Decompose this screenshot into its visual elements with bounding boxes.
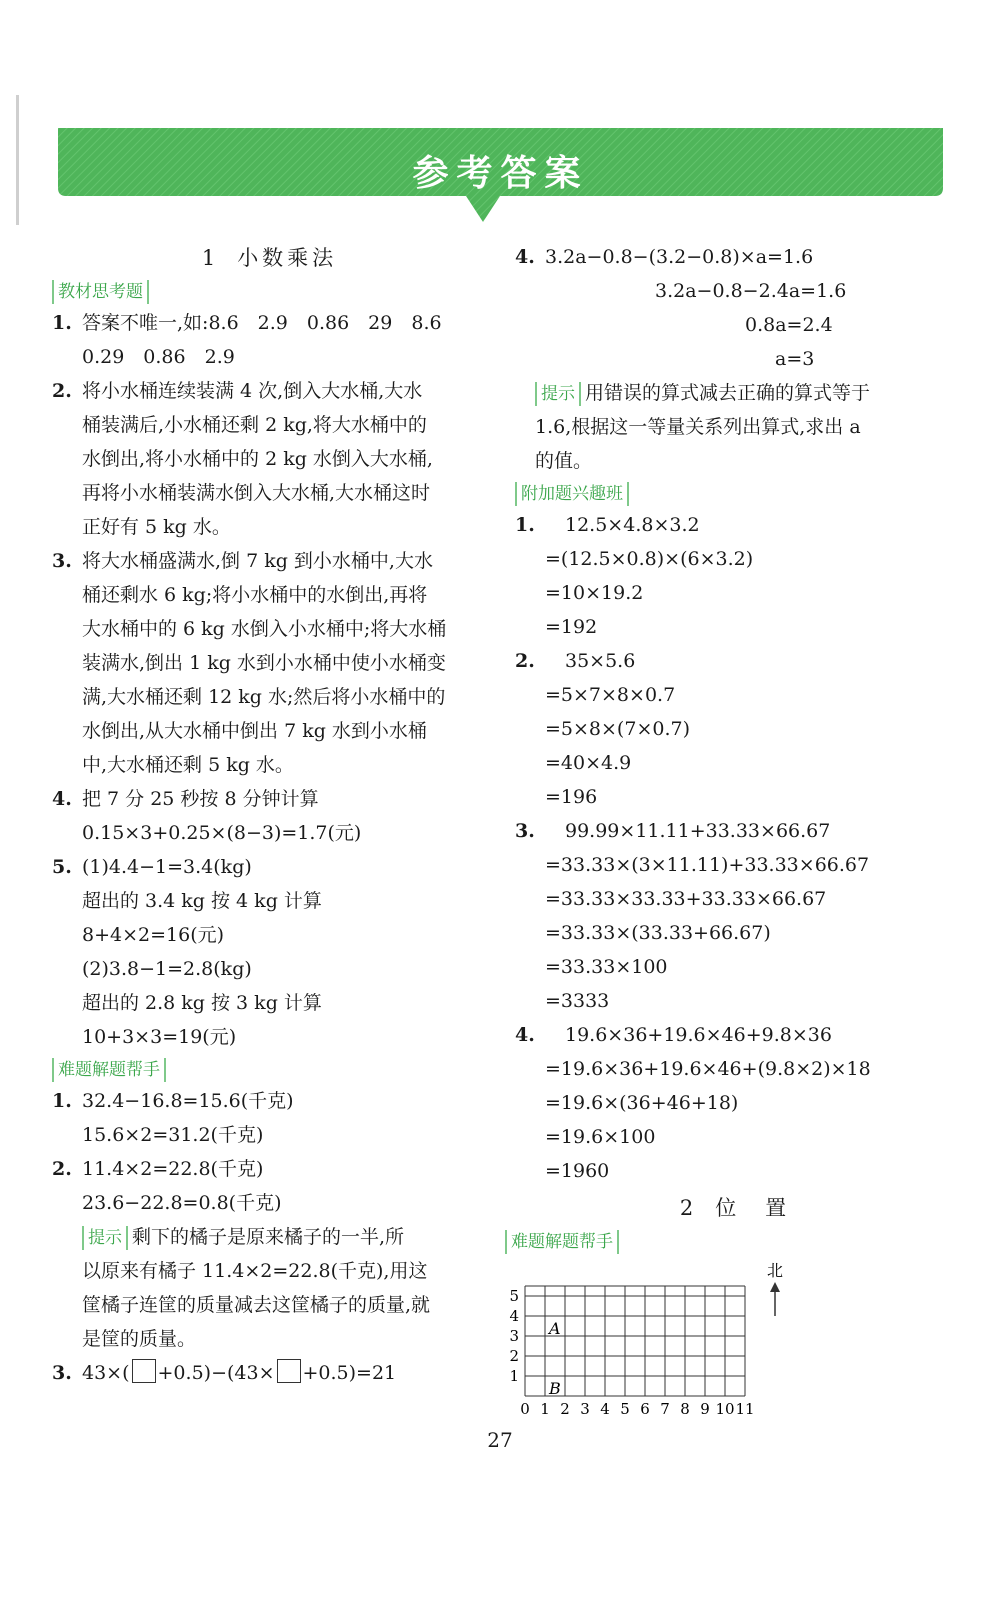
x-tick-label: 6 — [640, 1400, 650, 1418]
answer-line: 水倒出,从大水桶中倒出 7 kg 水到小水桶 — [82, 720, 427, 742]
list-item — [515, 1018, 955, 1188]
tag-hard-problems: 难题解题帮手 — [505, 1230, 619, 1254]
item-number: 4. — [52, 788, 72, 810]
item-number: 2. — [52, 380, 72, 402]
item-number: 2. — [515, 650, 535, 672]
list-item — [515, 508, 955, 644]
item-number: 2. — [52, 1158, 72, 1180]
answer-line: =(12.5×0.8)×(6×3.2) — [545, 548, 754, 570]
answer-line: =33.33×100 — [545, 956, 668, 978]
answer-line: =33.33×(3×11.11)+33.33×66.67 — [545, 854, 870, 876]
equation-line: 3.2a−0.8−2.4a=1.6 — [655, 280, 847, 302]
hint-block — [52, 1220, 487, 1356]
equation-line: a=3 — [775, 348, 815, 370]
list-item — [515, 814, 955, 1018]
list-item — [52, 1084, 487, 1152]
item-number: 4. — [515, 1024, 535, 1046]
banner-title: 参考答案 — [412, 153, 589, 194]
hint-line: 筐橘子连筐的质量减去这筐橘子的质量,就 — [82, 1294, 431, 1316]
item-number: 1. — [515, 514, 535, 536]
y-tick-label: 3 — [509, 1327, 519, 1345]
answer-line: 35×5.6 — [565, 650, 636, 672]
answer-line: 满,大水桶还剩 12 kg 水;然后将小水桶中的 — [82, 686, 446, 708]
x-tick-label: 10 — [715, 1400, 735, 1418]
section-name: 位 置 — [715, 1196, 791, 1220]
answer-line: =5×8×(7×0.7) — [545, 718, 690, 740]
list-item — [515, 240, 955, 376]
answer-line: 桶还剩水 6 kg;将小水桶中的水倒出,再将 — [82, 584, 428, 606]
tag-extra: 附加题兴趣班 — [515, 482, 629, 506]
north-arrow-icon — [770, 1282, 780, 1292]
answer-line: =1960 — [545, 1160, 610, 1182]
list-item — [52, 1356, 487, 1390]
hint-line: 的值。 — [535, 450, 593, 472]
answer-line: 19.6×36+19.6×46+9.8×36 — [565, 1024, 832, 1046]
list-item — [52, 374, 487, 544]
tag-textbook: 教材思考题 — [52, 280, 149, 304]
answer-line: 10+3×3=19(元) — [82, 1026, 237, 1048]
answer-line: =192 — [545, 616, 598, 638]
answer-line: 将小水桶连续装满 4 次,倒入大水桶,大水 — [82, 380, 423, 402]
items-textbook — [52, 306, 487, 1054]
answer-line: 12.5×4.8×3.2 — [565, 514, 700, 536]
item-number: 4. — [515, 246, 535, 268]
equation-line: 3.2a−0.8−(3.2−0.8)×a=1.6 — [545, 246, 814, 268]
item-number: 3. — [515, 820, 535, 842]
answer-line: 再将小水桶装满水倒入大水桶,大水桶这时 — [82, 482, 431, 504]
list-item — [515, 644, 955, 814]
x-tick-label: 2 — [560, 1400, 570, 1418]
section-title — [52, 240, 487, 276]
answer-line: 大水桶中的 6 kg 水倒入小水桶中;将大水桶 — [82, 618, 447, 640]
x-tick-label: 9 — [700, 1400, 710, 1418]
hint-first-line: 用错误的算式减去正确的算式等于 — [585, 382, 871, 404]
north-label: 北 — [766, 1261, 784, 1280]
answer-line: 15.6×2=31.2(千克) — [82, 1124, 264, 1146]
list-item — [52, 782, 487, 850]
answer-line: 99.99×11.11+33.33×66.67 — [565, 820, 831, 842]
x-tick-label: 5 — [620, 1400, 630, 1418]
section-title — [515, 1190, 955, 1226]
answer-line: 装满水,倒出 1 kg 水到小水桶中使小水桶变 — [82, 652, 446, 674]
list-item — [52, 1152, 487, 1220]
hint-tag: 提示 — [535, 382, 581, 406]
blank-box — [277, 1359, 301, 1383]
margin-rule — [16, 95, 19, 225]
y-tick-label: 2 — [509, 1347, 519, 1365]
answer-line: =3333 — [545, 990, 610, 1012]
page-number: 27 — [487, 1428, 513, 1452]
item-number: 1. — [52, 1090, 72, 1112]
answer-line: =33.33×33.33+33.33×66.67 — [545, 888, 827, 910]
left-column — [52, 240, 487, 1390]
answer-line: (2)3.8−1=2.8(kg) — [82, 958, 252, 980]
right-column — [509, 240, 955, 1426]
answer-line: =5×7×8×0.7 — [545, 684, 676, 706]
answer-banner — [58, 128, 943, 228]
answer-line: 正好有 5 kg 水。 — [82, 516, 231, 538]
answer-line: 32.4−16.8=15.6(千克) — [82, 1090, 294, 1112]
answer-line: 11.4×2=22.8(千克) — [82, 1158, 264, 1180]
y-tick-label: 5 — [509, 1287, 519, 1305]
hint-tag: 提示 — [82, 1226, 128, 1250]
answer-line: =19.6×36+19.6×46+(9.8×2)×18 — [545, 1058, 871, 1080]
list-item — [52, 544, 487, 782]
equation-part: +0.5)=21 — [302, 1362, 397, 1384]
list-item — [52, 850, 487, 1054]
x-tick-label: 11 — [735, 1400, 755, 1418]
answer-line: 超出的 3.4 kg 按 4 kg 计算 — [82, 890, 322, 912]
hint-line: 1.6,根据这一等量关系列出算式,求出 a — [535, 416, 861, 438]
section-name: 小数乘法 — [237, 246, 338, 270]
answer-line: =10×19.2 — [545, 582, 644, 604]
equation-part: +0.5)−(43× — [157, 1362, 275, 1384]
answer-line: 8+4×2=16(元) — [82, 924, 225, 946]
y-tick-label: 4 — [509, 1307, 519, 1325]
item-number: 5. — [52, 856, 72, 878]
x-tick-label: 8 — [680, 1400, 690, 1418]
answer-line: =196 — [545, 786, 598, 808]
blank-box — [132, 1359, 156, 1383]
answer-line: 23.6−22.8=0.8(千克) — [82, 1192, 282, 1214]
answer-line: 超出的 2.8 kg 按 3 kg 计算 — [82, 992, 322, 1014]
x-tick-label: 3 — [580, 1400, 590, 1418]
answer-line: (1)4.4−1=3.4(kg) — [82, 856, 252, 878]
hint-line: 是筐的质量。 — [82, 1328, 197, 1350]
hint-line: 以原来有橘子 11.4×2=22.8(千克),用这 — [82, 1260, 428, 1282]
point-a-label: A — [549, 1319, 561, 1338]
y-tick-label: 1 — [509, 1367, 519, 1385]
grid-figure — [509, 1256, 955, 1426]
answer-line: 答案不唯一,如:8.6 2.9 0.86 29 8.6 — [82, 312, 442, 334]
answer-line: 0.15×3+0.25×(8−3)=1.7(元) — [82, 822, 362, 844]
item-number: 3. — [52, 1362, 72, 1384]
equation-line: 0.8a=2.4 — [745, 314, 833, 336]
answer-line: 桶装满后,小水桶还剩 2 kg,将大水桶中的 — [82, 414, 427, 436]
list-item — [52, 306, 487, 374]
tag-hard-problems: 难题解题帮手 — [52, 1058, 166, 1082]
section-number: 2 — [679, 1196, 698, 1220]
hint-first-line: 剩下的橘子是原来橘子的一半,所 — [132, 1226, 405, 1248]
equation-part: 43×( — [82, 1362, 130, 1384]
item-number: 1. — [52, 312, 72, 334]
answer-line: =33.33×(33.33+66.67) — [545, 922, 771, 944]
position-grid — [509, 1256, 955, 1426]
x-tick-label: 0 — [520, 1400, 530, 1418]
answer-line: 0.29 0.86 2.9 — [82, 346, 235, 368]
x-tick-label: 1 — [540, 1400, 550, 1418]
items-hard — [52, 1084, 487, 1220]
answer-line: =19.6×100 — [545, 1126, 656, 1148]
answer-line: =40×4.9 — [545, 752, 632, 774]
item-number: 3. — [52, 550, 72, 572]
answer-line: =19.6×(36+46+18) — [545, 1092, 739, 1114]
section-number: 1 — [201, 246, 220, 270]
x-tick-label: 7 — [660, 1400, 670, 1418]
answer-line: 中,大水桶还剩 5 kg 水。 — [82, 754, 294, 776]
answer-line: 将大水桶盛满水,倒 7 kg 到小水桶中,大水 — [82, 550, 433, 572]
items-extra — [515, 508, 955, 1188]
answer-line: 把 7 分 25 秒按 8 分钟计算 — [82, 788, 319, 810]
answer-line: 水倒出,将小水桶中的 2 kg 水倒入大水桶, — [82, 448, 433, 470]
x-tick-label: 4 — [600, 1400, 610, 1418]
point-b-label: B — [549, 1379, 561, 1398]
hint-block — [515, 376, 955, 478]
